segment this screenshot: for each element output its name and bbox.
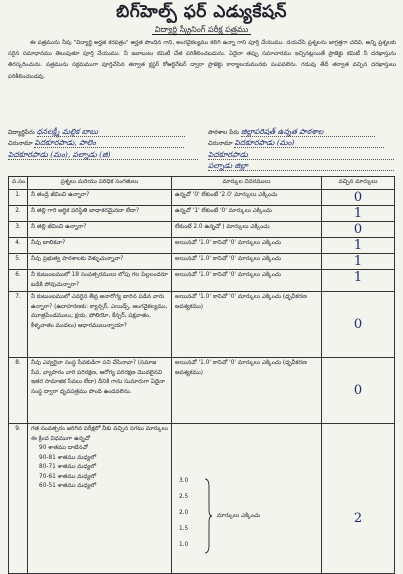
table-row: 3. నీ తల్లి జీవించి ఉన్నారా? లేకుంటే 2.0 ఉన్నచో ) మార్కులు ఎక్కించు 0 <box>9 222 395 238</box>
brace-icon <box>203 477 213 555</box>
school-address-label: చిరునామా <box>208 140 233 147</box>
page-subtitle: విద్యార్థి స్క్రీనింగ్ పరీక్ష పత్రము <box>0 25 403 36</box>
scale-value: 1.5 <box>179 526 189 532</box>
awarded-mark: 1 <box>322 270 395 292</box>
table-header-row <box>9 177 395 190</box>
table-row: 4. నీవు బాలికవా? అయినచో '1.0' కానిచో '0' మార్కులు ఎక్కించు 1 <box>9 238 395 254</box>
awarded-mark: 1 <box>322 206 395 222</box>
student-address-line2: పెదకూరపాడు (మం), పల్నాడు (జి) <box>8 150 208 160</box>
scale-value: 1.0 <box>179 542 189 548</box>
school-name-label: పాఠశాల పేరు <box>208 129 240 136</box>
student-address-value: పెదకూరపాడు, పాలెం <box>34 138 184 148</box>
range-item: 90-81 శాతము మధ్యలో <box>39 454 97 461</box>
intro-paragraph: ఈ పత్రమును నీవు "విద్యార్థి అర్హత కరపత్రం" అర్హత పొందిన గాని, అంగవైకల్యము కలిగి ఉన్నా గాని పూర్తి చేయుము. దయచేసి ప్రశ్నలను జాగ్రత్తగా చదివి, అన్ని ప్రశ్నలకు సరైన సమాధానము తెలుపుతూ పూర్తి చేయుము. నీ జవాబులు కమిటీ చేత పరిశీలించబడును. ఏదైనా తప్పు సమాచారము ఇచ్చినట్లయితే ప్రాజెక్టు కమిటీ నీ దరఖాస్తును తిరస్కరించును. పత్రమును సక్రమముగా పూర్తిచేసిన తర్వాత క్లస్టర్ కోఆర్డినేటర్ ద్వారా ప్రాజెక్టు కార్యాలయమునకు పంపవలెను. గడువు తేదీ తర్వాత వచ్చిన దరఖాస్తులు పరిశీలించబడవు. <box>8 40 396 80</box>
student-name-field <box>8 127 208 137</box>
awarded-mark: 0 <box>322 222 395 238</box>
school-address-line2: పెదకూరపాడు <box>208 150 398 160</box>
table-row: 7. నీ కుటుంబములో ఎవరైన తీవ్ర అనారోగ్య బారిన పడిన వారు ఉన్నారా? (ఉదాహరణకు: క్యాన్సర్, ఎయిడ్స్, ఆంగవైకల్యము, మూత్రపిండములు, క్షయ, పోలియో, కేన్సర్, పక్షవాతం, కీళ్ళవాతం ముదలు) ఆధారములున్నాయా? అయినచో '1.0' కానిచో '0' మార్కులు ఎక్కించు (ధృవీకరణ ఆవశ్యకము) 0 <box>9 292 395 358</box>
header-awarded: వచ్చిన మార్కులు <box>322 177 395 190</box>
table-row: 9. గత సంవత్సరం జరిగిన పరీక్షలో నీకు వచ్చిన సగటు మార్కులు ఈ క్రింద విధముగా ఉన్నచో 90 శాతము దాటినచో 90-81 శాతము మధ్యలో 80-71 శాతము మధ్యలో 70-61 శాతము మధ్యలో 60-51 శాతము మధ్యలో 3.0 2.5 2.0 1.5 1.0 మార్కులు ఎక్కించు 2 <box>9 424 395 574</box>
row9-question-cell: గత సంవత్సరం జరిగిన పరీక్షలో నీకు వచ్చిన సగటు మార్కులు ఈ క్రింద విధముగా ఉన్నచో 90 శాతము దాటినచో 90-81 శాతము మధ్యలో 80-71 శాతము మధ్యలో 70-61 శాతము మధ్యలో 60-51 శాతము మధ్యలో <box>28 424 172 574</box>
table-row: 8. నీవు ఎవ్వరైనా సంస్థ సేవకుడిగా పని చేసినావా? (సమాజ సేవ, వ్యాపారం వారి పరిరక్షణ, ఆరోగ్య పరిరక్షణ మొదలైనవి ఇతర సామాజిక సేవలు లేదా) దీనికి గాను సుమారుగా ఏదైనా సంస్థ ద్వారా ధృవపత్రము పొంది ఉండవలెను. అయినచో '1.0' కానిచో '0' మార్కులు ఎక్కించు (ధృవీకరణ ఆవశ్యకము) 0 <box>9 358 395 424</box>
scale-value: 3.0 <box>179 478 189 484</box>
header-question: ప్రశ్నలు మరియు పరిధిక సంగతులు <box>28 177 172 190</box>
header-sno: వ.సం. <box>9 177 28 190</box>
awarded-mark: 1 <box>322 254 395 270</box>
awarded-mark: 2 <box>322 424 395 574</box>
awarded-mark: 1 <box>322 238 395 254</box>
row9-desc-cell <box>172 424 322 574</box>
student-address-field <box>8 138 208 148</box>
student-name-label: విద్యార్థిపేరు <box>8 129 35 136</box>
page-title: బిగ్‌హెల్ప్ ఫర్ ఎడ్యుకేషన్ <box>116 2 287 22</box>
table-row: 2. నీ తల్లి గారి ఆర్థిక పరిస్థితి బాధాకరమైనదా లేదా? ఉన్నచో '1' లేకుంటే '0' మార్కులు ఎక్కించు 1 <box>9 206 395 222</box>
range-item: 80-71 శాతము మధ్యలో <box>39 464 97 470</box>
school-name-value: జిల్లాపరిషత్ ఉన్నత పాఠశాల <box>241 127 375 137</box>
student-address-label: చిరునామా <box>8 140 33 147</box>
awarded-mark: 0 <box>322 292 395 358</box>
screening-table <box>8 176 395 574</box>
header-marks-desc: మార్కుల వివరములు <box>172 177 322 190</box>
scale-value: 2.5 <box>179 494 189 500</box>
table-row: 5. నీవు ప్రభుత్వ పాఠశాలకు వెళ్ళుచున్నావా? అయినచో '1.0' కానిచో '0' మార్కులు ఎక్కించు 1 <box>9 254 395 270</box>
school-address-value: పెదకూరపాడు (మం) <box>234 138 384 148</box>
table-row: 1. నీ తండ్రి జీవించి ఉన్నారా? ఉన్నచో '0' లేకుంటే '2.0' మార్కులు ఎక్కించు 0 <box>9 190 395 206</box>
school-address-line3: పల్నాడు జిల్లా <box>208 161 398 171</box>
school-name-field <box>208 127 398 137</box>
student-name-value: ధనలక్ష్మీ మల్లిక బాబు <box>37 127 185 137</box>
school-address-field <box>208 138 398 148</box>
awarded-mark: 0 <box>322 358 395 424</box>
scale-value: 2.0 <box>179 510 189 516</box>
awarded-mark: 0 <box>322 190 395 206</box>
range-item: 90 శాతము దాటినచో <box>39 445 88 451</box>
table-row: 6. నీ కుటుంబములో 18 సంవత్సరములు లోపు గల పిల్లలందరూ బడికి పోవుచున్నారా? అయినచో '1.0' కానిచో '0' మార్కులు ఎక్కించు 1 <box>9 270 395 292</box>
range-item: 60-51 శాతము మధ్యలో <box>39 483 97 489</box>
range-item: 70-61 శాతము మధ్యలో <box>39 473 97 480</box>
scale-label: మార్కులు ఎక్కించు <box>217 513 261 519</box>
